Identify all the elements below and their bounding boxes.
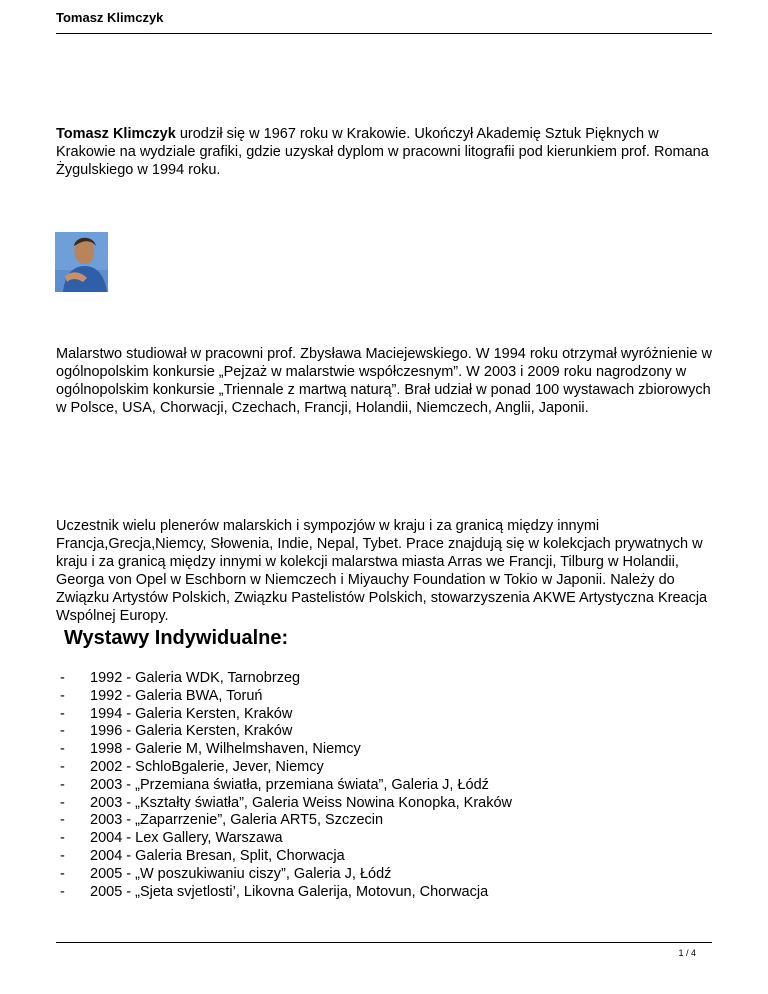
exhibition-item — [60, 723, 512, 741]
study-paragraph: Malarstwo studiował w pracowni prof. Zbysława Maciejewskiego. W 1994 roku otrzymał wyróżnienie w ogólnopolskim konkursie „Pejzaż w malarstwie współczesnym”. W 2003 i 2009 roku nagrodzony w ogólnopolskim konkursie „Triennale z martwą naturą”. Brał udział w ponad 100 wystawach zbiorowych w Polsce, USA, Chorwacji, Czechach, Francji, Holandii, Niemczech, Anglii, Japonii. — [56, 346, 712, 416]
exhibition-text: 2005 - „Sjeta svjetlosti’, Likovna Galerija, Motovun, Chorwacja — [90, 883, 489, 900]
exhibition-item — [60, 777, 512, 795]
page-number: 1 / 4 — [678, 948, 696, 958]
exhibition-item — [60, 830, 512, 848]
list-bullet: - — [60, 883, 65, 900]
plein-air-paragraph: Uczestnik wielu plenerów malarskich i sympozjów w kraju i za granicą między innymi Francja,Grecja,Niemcy, Słowenia, Indie, Nepal, Tybet. Prace znajdują się w kolekcjach prywatnych w kraju i za granicą między innymi w kolekcji malarstwa miasta Arras we Francji, Tilburg w Holandii, Georga von Opel w Eschborn w Niemczech i Miyauchy Foundation w Tokio w Japonii. Należy do Związku Artystów Polskich, Związku Pastelistów Polskich, stowarzyszenia AKWE Artystyczna Kreacja Wspólnej Europy. — [56, 518, 708, 624]
exhibition-text: 2003 - „Kształty światła”, Galeria Weiss Nowina Konopka, Kraków — [90, 794, 513, 811]
exhibition-item — [60, 670, 512, 688]
exhibition-item — [60, 741, 512, 759]
exhibition-item — [60, 706, 512, 724]
exhibition-item — [60, 884, 512, 902]
page-header-title: Tomasz Klimczyk — [56, 10, 164, 25]
exhibition-list — [60, 670, 512, 901]
exhibition-item — [60, 812, 512, 830]
intro-text: urodził się w 1967 roku w Krakowie. Ukończył Akademię Sztuk Pięknych w Krakowie na wydziale grafiki, gdzie uzyskał dyplom w pracowni litografii pod kierunkiem prof. Romana Żygulskiego w 1994 roku. — [56, 126, 709, 178]
exhibition-text: 1998 - Galerie M, Wilhelmshaven, Niemcy — [90, 741, 361, 758]
exhibition-text: 2004 - Lex Gallery, Warszawa — [90, 830, 283, 847]
exhibition-text: 2003 - „Przemiana światła, przemiana świata”, Galeria J, Łódź — [90, 776, 489, 793]
list-bullet: - — [60, 830, 65, 847]
list-bullet: - — [60, 670, 65, 686]
exhibition-item — [60, 848, 512, 866]
list-bullet: - — [60, 723, 65, 740]
exhibition-text: 1996 - Galeria Kersten, Kraków — [90, 723, 293, 740]
artist-photo — [55, 232, 108, 292]
exhibition-text: 2005 - „W poszukiwaniu ciszy”, Galeria J, Łódź — [90, 865, 392, 882]
intro-paragraph — [56, 125, 716, 179]
exhibition-text: 1994 - Galeria Kersten, Kraków — [90, 705, 293, 722]
header-divider — [56, 33, 712, 34]
artist-name: Tomasz Klimczyk — [56, 126, 176, 142]
exhibition-text: 1992 - Galeria BWA, Toruń — [90, 687, 263, 704]
list-bullet: - — [60, 758, 65, 775]
list-bullet: - — [60, 847, 65, 864]
exhibition-text: 1992 - Galeria WDK, Tarnobrzeg — [90, 670, 301, 686]
list-bullet: - — [60, 794, 65, 811]
exhibition-text: 2003 - „Zaparrzenie”, Galeria ART5, Szczecin — [90, 812, 384, 829]
footer-divider — [56, 942, 712, 943]
list-bullet: - — [60, 776, 65, 793]
exhibition-text: 2002 - SchloBgalerie, Jever, Niemcy — [90, 758, 324, 775]
exhibition-item — [60, 795, 512, 813]
exhibition-item — [60, 688, 512, 706]
exhibition-item — [60, 866, 512, 884]
exhibition-text: 2004 - Galeria Bresan, Split, Chorwacja — [90, 847, 345, 864]
list-bullet: - — [60, 705, 65, 722]
exhibition-item — [60, 759, 512, 777]
list-bullet: - — [60, 687, 65, 704]
list-bullet: - — [60, 865, 65, 882]
list-bullet: - — [60, 812, 65, 829]
list-bullet: - — [60, 741, 65, 758]
section-title-exhibitions: Wystawy Indywidualne: — [64, 627, 289, 649]
